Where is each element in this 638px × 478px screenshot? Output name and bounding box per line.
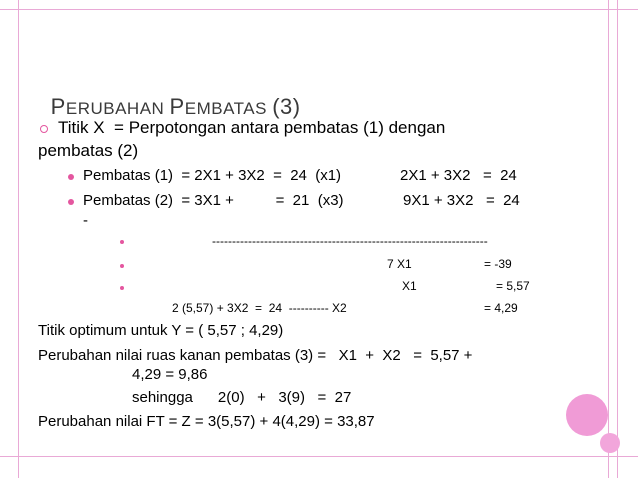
frame-right-line-1 (608, 0, 609, 478)
sub2-continuation: - (83, 212, 88, 229)
bullet-dot-icon (68, 199, 74, 205)
row-x1-right: = 5,57 (496, 279, 530, 293)
row-7x1-right: = -39 (484, 257, 512, 271)
sub1-left: Pembatas (1) = 2X1 + 3X2 = 24 (x1) (83, 167, 342, 184)
sub2-left: Pembatas (2) = 3X1 + = 21 (x3) (83, 192, 344, 209)
dash-line: --------------------------------------------------------------------- (212, 234, 488, 248)
sehingga-text: sehingga 2(0) + 3(9) = 27 (132, 389, 352, 406)
title-part: EMBATAS (184, 99, 273, 118)
bullet1-line1: Titik X = Perpotongan antara pembatas (1) dengan (58, 118, 446, 137)
row-substitution-left: 2 (5,57) + 3X2 = 24 ---------- X2 (172, 301, 347, 315)
bullet-small-icon (120, 264, 124, 268)
row-7x1-left: 7 X1 (387, 257, 412, 271)
slide-title (38, 70, 301, 120)
sub1-right: 2X1 + 3X2 = 24 (400, 167, 517, 184)
bullet-ring-icon (40, 125, 48, 133)
optimum-text: Titik optimum untuk Y = ( 5,57 ; 4,29) (38, 322, 284, 339)
frame-top-line (0, 9, 638, 10)
row-substitution-right: = 4,29 (484, 301, 518, 315)
perubahan-ft-text: Perubahan nilai FT = Z = 3(5,57) + 4(4,29) = 33,87 (38, 413, 375, 430)
frame-bottom-line (0, 456, 638, 457)
bullet-small-icon (120, 286, 124, 290)
frame-right-line-2 (617, 0, 618, 478)
perubahan-ruas-kanan-text: Perubahan nilai ruas kanan pembatas (3) = X1 + X2 = 5,57 + (38, 347, 473, 364)
frame-left-line (18, 0, 19, 478)
decorative-circle-small (600, 433, 620, 453)
title-part: ERUBAHAN (65, 99, 170, 118)
bullet-dot-icon (68, 174, 74, 180)
title-part: (3) (272, 94, 301, 119)
title-part: P (169, 94, 185, 119)
bullet1-line2: pembatas (2) (38, 141, 139, 160)
bullet-small-icon (120, 240, 124, 244)
row-x1-left: X1 (402, 279, 417, 293)
perubahan-ruas-kanan-continuation: 4,29 = 9,86 (132, 366, 208, 383)
sub2-right: 9X1 + 3X2 = 24 (403, 192, 520, 209)
title-part: P (50, 94, 66, 119)
decorative-circle-large (566, 394, 608, 436)
